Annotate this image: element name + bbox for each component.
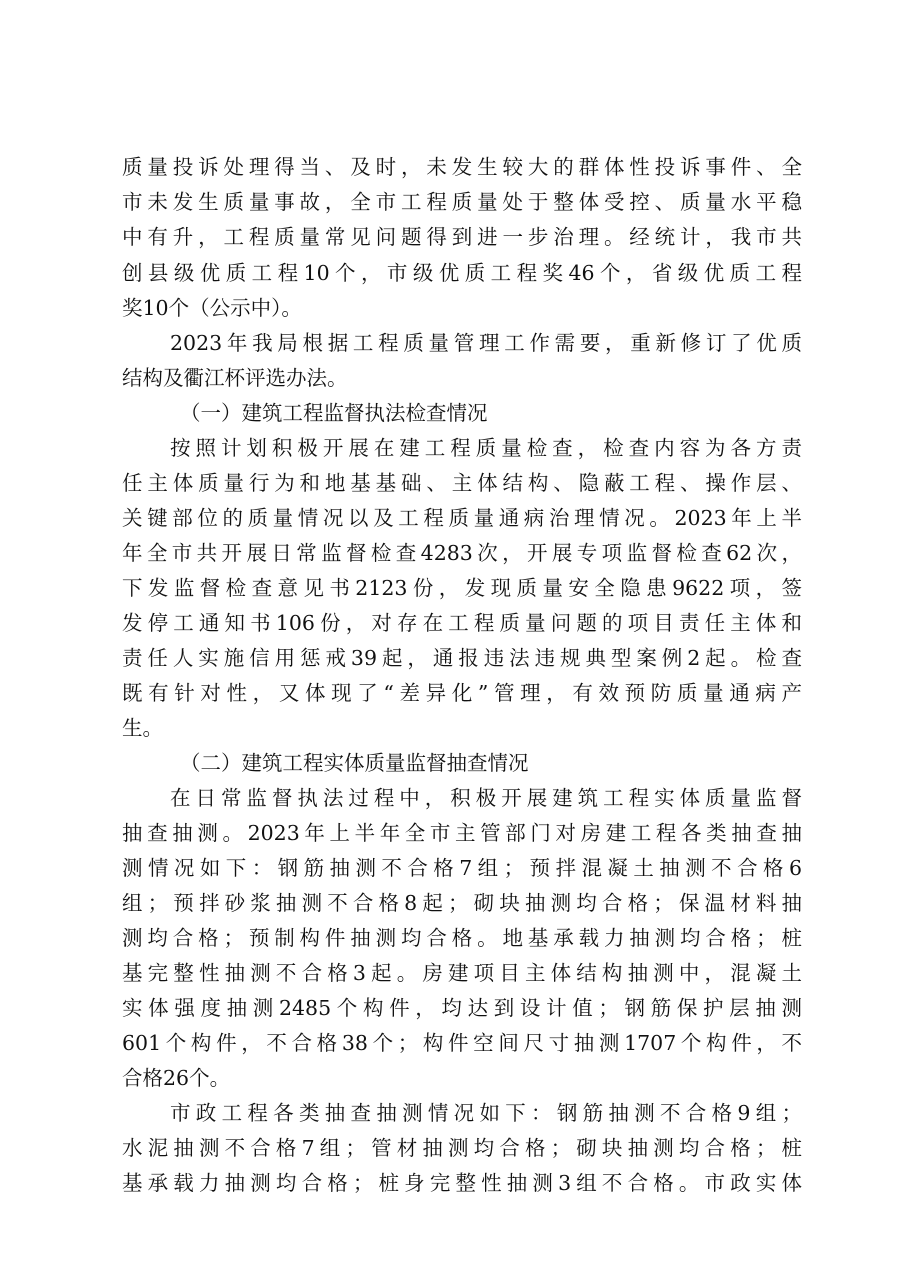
text-line: 生。	[122, 716, 163, 740]
text-line: 结构及衢江杯评选办法。	[122, 366, 348, 390]
text-line: 实体强度抽测2485个构件，均达到设计值；钢筋保护层抽测	[122, 996, 802, 1020]
text-line: 基承载力抽测均合格；桩身完整性抽测3组不合格。市政实体	[122, 1171, 802, 1195]
text-line: 601个构件，不合格38个；构件空间尺寸抽测1707个构件，不	[122, 1031, 802, 1055]
text-line: 年全市共开展日常监督检查4283次，开展专项监督检查62次，	[122, 541, 802, 565]
text-line: 既有针对性，又体现了“差异化”管理，有效预防质量通病产	[122, 681, 802, 705]
text-line: 关键部位的质量情况以及工程质量通病治理情况。2023年上半	[122, 506, 802, 530]
text-line: 测均合格；预制构件抽测均合格。地基承载力抽测均合格；桩	[122, 926, 802, 950]
text-line: 抽查抽测。2023年上半年全市主管部门对房建工程各类抽查抽	[122, 821, 802, 845]
section-heading-1: （一）建筑工程监督执法检查情况	[180, 401, 488, 425]
section-heading-2: （二）建筑工程实体质量监督抽查情况	[180, 751, 529, 775]
text-line: 市未发生质量事故，全市工程质量处于整体受控、质量水平稳	[122, 190, 802, 214]
paragraph-first-line: 在日常监督执法过程中，积极开展建筑工程实体质量监督	[170, 786, 802, 810]
text-line: 测情况如下：钢筋抽测不合格7组；预拌混凝土抽测不合格6	[122, 856, 802, 880]
text-line: 组；预拌砂浆抽测不合格8起；砌块抽测均合格；保温材料抽	[122, 891, 802, 915]
text-line: 奖10个（公示中）。	[122, 296, 302, 320]
text-line: 任主体质量行为和地基基础、主体结构、隐蔽工程、操作层、	[122, 471, 802, 495]
text-line: 下发监督检查意见书2123份，发现质量安全隐患9622项，签	[122, 576, 802, 600]
text-line: 发停工通知书106份，对存在工程质量问题的项目责任主体和	[122, 611, 802, 635]
text-line: 创县级优质工程10个，市级优质工程奖46个，省级优质工程	[122, 261, 802, 285]
text-line: 水泥抽测不合格7组；管材抽测均合格；砌块抽测均合格；桩	[122, 1136, 802, 1160]
text-line: 中有升，工程质量常见问题得到进一步治理。经统计，我市共	[122, 225, 802, 249]
text-line: 责任人实施信用惩戒39起，通报违法违规典型案例2起。检查	[122, 646, 802, 670]
text-line: 质量投诉处理得当、及时，未发生较大的群体性投诉事件、全	[122, 155, 802, 179]
text-line: 基完整性抽测不合格3起。房建项目主体结构抽测中，混凝土	[122, 961, 802, 985]
paragraph-first-line: 2023年我局根据工程质量管理工作需要，重新修订了优质	[170, 331, 802, 355]
paragraph-first-line: 市政工程各类抽查抽测情况如下：钢筋抽测不合格9组；	[170, 1101, 802, 1125]
text-line: 合格26个。	[122, 1066, 231, 1090]
paragraph-first-line: 按照计划积极开展在建工程质量检查，检查内容为各方责	[170, 436, 802, 460]
